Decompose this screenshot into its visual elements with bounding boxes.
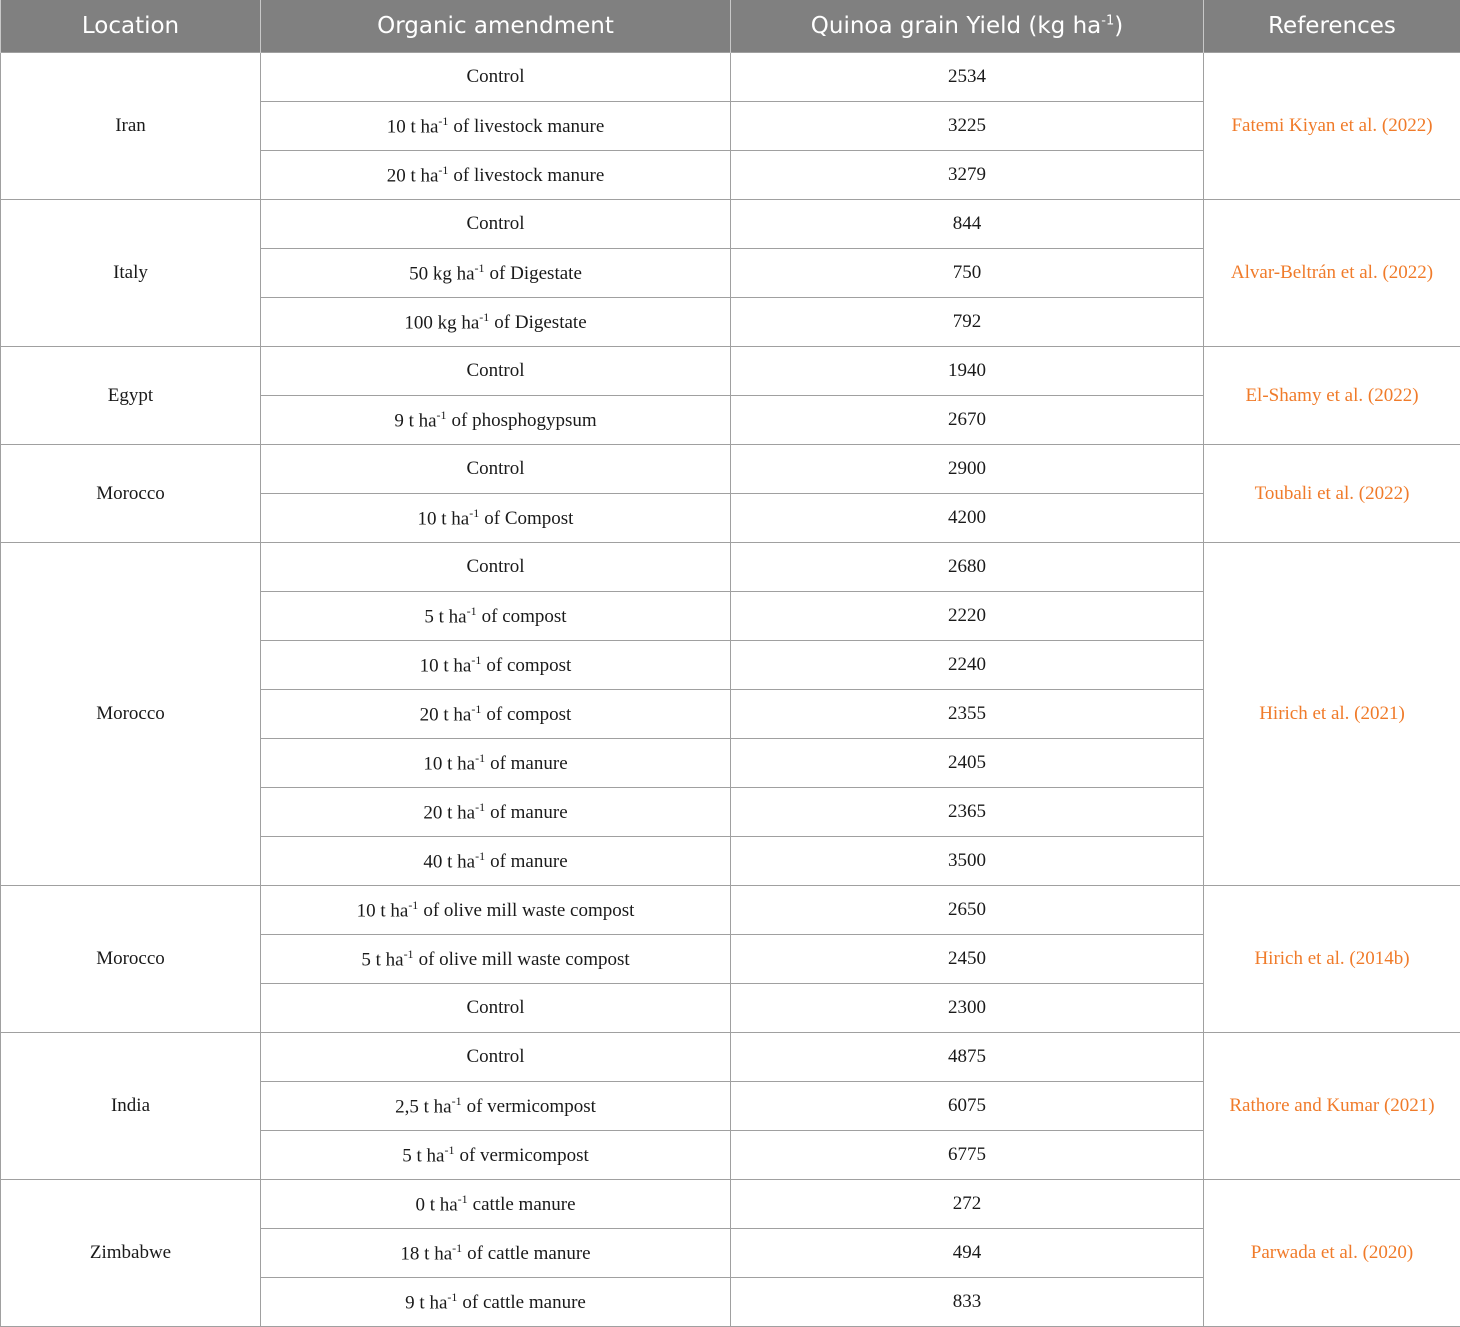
amendment-dose: 2,5 t ha (395, 1096, 451, 1117)
amendment-dose: Control (466, 458, 524, 479)
amendment-cell (261, 1082, 731, 1131)
amendment-exponent: -1 (458, 1192, 468, 1206)
amendment-type: of compost (477, 606, 567, 627)
amendment-type: of cattle manure (462, 1243, 590, 1264)
amendment-type: of olive mill waste compost (414, 949, 630, 970)
amendment-dose: 20 t ha (423, 802, 475, 823)
header-yield-close: ) (1114, 13, 1123, 39)
amendment-exponent: -1 (438, 114, 448, 128)
amendment-dose: 9 t ha (394, 410, 436, 431)
header-amendment: Organic amendment (261, 0, 731, 53)
amendment-exponent: -1 (471, 653, 481, 667)
amendment-exponent: -1 (447, 1290, 457, 1304)
amendment-cell (261, 690, 731, 739)
amendment-cell (261, 53, 731, 102)
amendment-cell (261, 1033, 731, 1082)
yield-cell: 2240 (731, 641, 1204, 690)
amendment-exponent: -1 (479, 310, 489, 324)
amendment-cell (261, 1278, 731, 1327)
location-cell: Zimbabwe (1, 1180, 261, 1327)
table-body (1, 53, 1460, 1327)
yield-cell: 2534 (731, 53, 1204, 102)
amendment-cell (261, 200, 731, 249)
amendment-cell (261, 249, 731, 298)
amendment-type: of livestock manure (448, 165, 604, 186)
amendment-type: of vermicompost (454, 1145, 588, 1166)
amendment-type: of cattle manure (457, 1292, 585, 1313)
amendment-exponent: -1 (469, 506, 479, 520)
yield-cell: 6775 (731, 1131, 1204, 1180)
amendment-cell (261, 739, 731, 788)
amendment-dose: 5 t ha (361, 949, 403, 970)
table-row (1, 53, 1460, 102)
yield-cell: 750 (731, 249, 1204, 298)
amendment-exponent: -1 (404, 947, 414, 961)
amendment-exponent: -1 (475, 849, 485, 863)
amendment-dose: Control (466, 1046, 524, 1067)
table-row (1, 886, 1460, 935)
amendment-type: of olive mill waste compost (418, 900, 634, 921)
table-row (1, 347, 1460, 396)
reference-link[interactable]: Alvar-Beltrán et al. (2022) (1204, 200, 1460, 347)
amendment-dose: Control (466, 213, 524, 234)
reference-link[interactable]: Toubali et al. (2022) (1204, 445, 1460, 543)
amendment-type: of Digestate (485, 263, 582, 284)
reference-link[interactable]: Rathore and Kumar (2021) (1204, 1033, 1460, 1180)
amendment-dose: 10 t ha (418, 508, 470, 529)
amendment-cell (261, 1229, 731, 1278)
yield-cell: 2355 (731, 690, 1204, 739)
amendment-type: cattle manure (468, 1194, 576, 1215)
yield-cell: 4200 (731, 494, 1204, 543)
amendment-exponent: -1 (475, 261, 485, 275)
yield-cell: 2900 (731, 445, 1204, 494)
location-cell: Italy (1, 200, 261, 347)
yield-cell: 3500 (731, 837, 1204, 886)
amendment-cell (261, 347, 731, 396)
amendment-exponent: -1 (471, 702, 481, 716)
yield-cell: 2220 (731, 592, 1204, 641)
yield-cell: 2680 (731, 543, 1204, 592)
amendment-dose: 5 t ha (424, 606, 466, 627)
amendment-dose: 40 t ha (423, 851, 475, 872)
amendment-cell (261, 984, 731, 1033)
amendment-dose: 50 kg ha (409, 263, 474, 284)
location-cell: Morocco (1, 543, 261, 886)
yield-cell: 2405 (731, 739, 1204, 788)
yield-cell: 2670 (731, 396, 1204, 445)
amendment-dose: 10 t ha (357, 900, 409, 921)
amendment-exponent: -1 (452, 1241, 462, 1255)
amendment-type: of compost (481, 704, 571, 725)
amendment-cell (261, 1180, 731, 1229)
location-cell: Morocco (1, 886, 261, 1033)
header-yield-exp: -1 (1101, 13, 1114, 28)
header-row (1, 0, 1460, 53)
location-cell: India (1, 1033, 261, 1180)
reference-link[interactable]: Fatemi Kiyan et al. (2022) (1204, 53, 1460, 200)
amendment-cell (261, 592, 731, 641)
amendment-type: of manure (485, 851, 568, 872)
amendment-dose: 0 t ha (415, 1194, 457, 1215)
header-location: Location (1, 0, 261, 53)
amendment-cell (261, 494, 731, 543)
yield-cell: 2365 (731, 788, 1204, 837)
header-yield (731, 0, 1204, 53)
amendment-exponent: -1 (408, 898, 418, 912)
amendment-type: of phosphogypsum (447, 410, 597, 431)
amendment-cell (261, 396, 731, 445)
location-cell: Morocco (1, 445, 261, 543)
amendment-exponent: -1 (452, 1094, 462, 1108)
reference-link[interactable]: El-Shamy et al. (2022) (1204, 347, 1460, 445)
location-cell: Egypt (1, 347, 261, 445)
reference-link[interactable]: Parwada et al. (2020) (1204, 1180, 1460, 1327)
amendment-dose: 20 t ha (387, 165, 439, 186)
amendment-type: of manure (485, 802, 568, 823)
amendment-dose: 20 t ha (420, 704, 472, 725)
amendment-dose: Control (466, 556, 524, 577)
amendment-exponent: -1 (444, 1143, 454, 1157)
amendment-cell (261, 102, 731, 151)
amendment-cell (261, 151, 731, 200)
table-row (1, 1033, 1460, 1082)
yield-cell: 3225 (731, 102, 1204, 151)
yield-cell: 494 (731, 1229, 1204, 1278)
reference-link[interactable]: Hirich et al. (2014b) (1204, 886, 1460, 1033)
amendment-cell (261, 298, 731, 347)
amendment-type: of vermicompost (462, 1096, 596, 1117)
amendment-exponent: -1 (437, 408, 447, 422)
yield-cell: 2650 (731, 886, 1204, 935)
yield-cell: 3279 (731, 151, 1204, 200)
yield-cell: 6075 (731, 1082, 1204, 1131)
amendment-cell (261, 886, 731, 935)
amendment-exponent: -1 (438, 163, 448, 177)
amendment-cell (261, 837, 731, 886)
amendment-type: of Compost (479, 508, 573, 529)
yield-cell: 272 (731, 1180, 1204, 1229)
amendment-type: of manure (485, 753, 568, 774)
header-yield-label: Quinoa grain Yield (kg ha (811, 13, 1102, 39)
amendment-dose: Control (466, 360, 524, 381)
location-cell: Iran (1, 53, 261, 200)
amendment-type: of livestock manure (448, 116, 604, 137)
amendment-exponent: -1 (475, 800, 485, 814)
amendment-type: of Digestate (489, 312, 586, 333)
reference-link[interactable]: Hirich et al. (2021) (1204, 543, 1460, 886)
yield-cell: 833 (731, 1278, 1204, 1327)
amendment-dose: 10 t ha (423, 753, 475, 774)
amendment-cell (261, 1131, 731, 1180)
amendment-cell (261, 543, 731, 592)
table-row (1, 1180, 1460, 1229)
amendment-dose: Control (466, 66, 524, 87)
amendment-dose: Control (466, 997, 524, 1018)
amendment-dose: 10 t ha (387, 116, 439, 137)
yield-cell: 792 (731, 298, 1204, 347)
header-references: References (1204, 0, 1460, 53)
table-row (1, 200, 1460, 249)
amendment-type: of compost (481, 655, 571, 676)
yield-cell: 4875 (731, 1033, 1204, 1082)
amendment-cell (261, 445, 731, 494)
yield-cell: 1940 (731, 347, 1204, 396)
table-row (1, 445, 1460, 494)
amendment-cell (261, 788, 731, 837)
amendment-exponent: -1 (467, 604, 477, 618)
amendment-cell (261, 641, 731, 690)
amendment-dose: 18 t ha (400, 1243, 452, 1264)
amendment-cell (261, 935, 731, 984)
yield-cell: 844 (731, 200, 1204, 249)
yield-cell: 2300 (731, 984, 1204, 1033)
amendment-dose: 9 t ha (405, 1292, 447, 1313)
amendment-dose: 100 kg ha (404, 312, 479, 333)
amendment-dose: 10 t ha (420, 655, 472, 676)
amendment-exponent: -1 (475, 751, 485, 765)
table-row (1, 543, 1460, 592)
yield-cell: 2450 (731, 935, 1204, 984)
amendment-dose: 5 t ha (402, 1145, 444, 1166)
